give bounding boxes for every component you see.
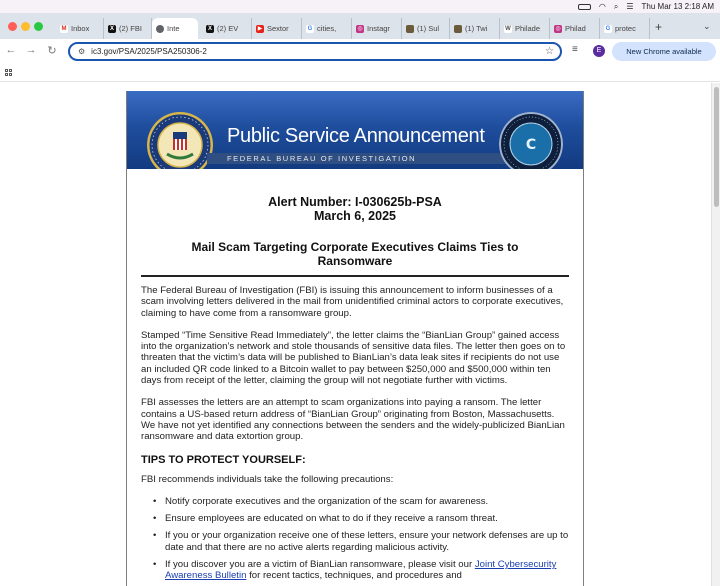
tab-google-protect[interactable]: G protec bbox=[600, 18, 650, 39]
alert-date: March 6, 2025 bbox=[314, 209, 396, 223]
google-icon: G bbox=[307, 25, 313, 32]
tips-intro: FBI recommends individuals take the following precautions: bbox=[141, 473, 394, 485]
psa-banner-subtitle: FEDERAL BUREAU OF INVESTIGATION bbox=[227, 154, 417, 163]
svg-text:C: C bbox=[525, 137, 537, 153]
tab-active-ic3[interactable]: Inte bbox=[152, 18, 198, 39]
apps-grid-icon[interactable] bbox=[5, 69, 12, 76]
tab-x-fbi[interactable]: X (2) FBI bbox=[104, 18, 152, 39]
list-item-bulletin bbox=[151, 559, 569, 582]
wifi-icon[interactable]: ◠ bbox=[598, 2, 606, 11]
tab-inbox[interactable]: M Inbox bbox=[56, 18, 104, 39]
paragraph-intro: The Federal Bureau of Investigation (FBI) is issuing this announcement to inform businesses of a scam involving letters delivered in the mail from unidentified criminal actors to corporate executives, claiming to have come from a ransomware group. bbox=[141, 285, 564, 319]
google-icon: G bbox=[605, 25, 611, 32]
reading-list-icon[interactable]: ≡ bbox=[572, 44, 578, 55]
site-icon bbox=[406, 25, 414, 33]
page-viewport bbox=[0, 83, 711, 586]
tip-text-before: If you discover you are a victim of BianLian ransomware, please visit our bbox=[165, 559, 475, 571]
tab-x-ev[interactable]: X (2) EV bbox=[202, 18, 252, 39]
tab-search-icon[interactable]: ⌄ bbox=[703, 21, 711, 31]
wikipedia-icon: W bbox=[505, 25, 511, 32]
psa-content bbox=[127, 195, 583, 582]
tip-text-after: for recent tactics, techniques, and procedures and bbox=[246, 570, 462, 582]
bookmark-star-icon[interactable]: ☆ bbox=[545, 46, 554, 57]
address-bar[interactable] bbox=[68, 42, 562, 61]
macos-menubar bbox=[0, 0, 720, 13]
battery-icon[interactable] bbox=[578, 4, 591, 10]
tab-google-cities[interactable]: G cities, bbox=[302, 18, 352, 39]
minimize-window-button[interactable] bbox=[21, 22, 30, 31]
paragraph-assessment: FBI assesses the letters are an attempt to scam organizations into paying a ransom. The letter contains a US-based return address of “BianLian Group” originating from Boston, Massachusetts. We have not yet identified any connections between the senders and the widely-publicized BianLian ransomware and data extortion group. bbox=[141, 397, 565, 443]
alert-number: Alert Number: I-030625b-PSA bbox=[268, 195, 442, 209]
psa-headline: Mail Scam Targeting Corporate Executives Claims Ties to Ransomware bbox=[191, 240, 519, 268]
scrollbar-thumb[interactable] bbox=[714, 87, 719, 207]
list-item: • Notify corporate executives and the organization of the scam for awareness. bbox=[151, 496, 569, 507]
instagram-icon: ◎ bbox=[555, 25, 561, 32]
page-scrollbar[interactable] bbox=[711, 83, 720, 586]
list-item: • Ensure employees are educated on what to do if they receive a ransom threat. bbox=[151, 513, 569, 524]
x-icon: X bbox=[207, 25, 212, 32]
back-icon[interactable]: ← bbox=[5, 44, 17, 56]
maximize-window-button[interactable] bbox=[34, 22, 43, 31]
menubar-datetime[interactable]: Thu Mar 13 2:18 AM bbox=[641, 2, 714, 11]
browser-toolbar bbox=[0, 39, 720, 65]
close-window-button[interactable] bbox=[8, 22, 17, 31]
psa-banner bbox=[127, 91, 583, 169]
joint-cybersecurity-bulletin-link[interactable]: Joint Cybersecurity Awareness Bulletin bbox=[165, 559, 557, 582]
psa-document bbox=[126, 91, 584, 586]
profile-avatar[interactable]: E bbox=[593, 45, 605, 57]
tips-heading: TIPS TO PROTECT YOURSELF: bbox=[141, 453, 306, 466]
list-item: • If you or your organization receive one of these letters, ensure your network defenses are up to date and that there are no active alerts regarding malicious activity. bbox=[151, 530, 569, 553]
tab-strip bbox=[0, 13, 720, 39]
psa-banner-title: Public Service Announcement bbox=[227, 125, 485, 147]
forward-icon[interactable]: → bbox=[25, 44, 37, 56]
site-icon bbox=[454, 25, 462, 33]
url-text[interactable]: ic3.gov/PSA/2025/PSA250306-2 bbox=[91, 47, 207, 56]
tab-instagram-philad[interactable]: ◎ Philad bbox=[550, 18, 600, 39]
tab-twi[interactable]: (1) Twi bbox=[450, 18, 500, 39]
tab-instagram[interactable]: ◎ Instagr bbox=[352, 18, 402, 39]
tab-sul[interactable]: (1) Sul bbox=[402, 18, 450, 39]
bookmarks-bar bbox=[0, 65, 720, 82]
tab-wikipedia-philadelphia[interactable]: W Philade bbox=[500, 18, 550, 39]
tab-youtube[interactable]: ▶ Sextor bbox=[252, 18, 302, 39]
x-icon: X bbox=[109, 25, 114, 32]
headline-divider bbox=[141, 275, 569, 277]
globe-icon bbox=[156, 25, 164, 33]
reload-icon[interactable]: ↻ bbox=[47, 45, 57, 57]
new-chrome-available-button[interactable]: New Chrome available bbox=[612, 42, 716, 61]
tips-list bbox=[151, 496, 569, 582]
paragraph-letter-details: Stamped “Time Sensitive Read Immediately”, the letter claims the “BianLian Group” gained access into the organization’s network and stole thousands of sensitive data files. The letter then goes on to threaten that the victim’s data will be published to BianLian’s data leak sites if recipients do not use an included QR code linked to a Bitcoin wallet to pay between $250,000 and $500,000 within ten days from receipt of the letter, claiming the group will not negotiate further with victims. bbox=[141, 329, 566, 387]
site-info-icon[interactable]: ⚙ bbox=[78, 47, 86, 56]
fbi-seal-logo bbox=[147, 112, 213, 169]
instagram-icon: ◎ bbox=[357, 25, 363, 32]
control-center-icon[interactable]: ☰ bbox=[626, 2, 634, 11]
ic3-seal-logo bbox=[499, 112, 563, 169]
search-icon[interactable]: ⌕ bbox=[613, 1, 619, 11]
new-tab-button[interactable]: + bbox=[655, 20, 663, 34]
youtube-icon: ▶ bbox=[257, 25, 263, 32]
alert-header bbox=[141, 195, 569, 223]
gmail-icon: M bbox=[61, 25, 67, 32]
